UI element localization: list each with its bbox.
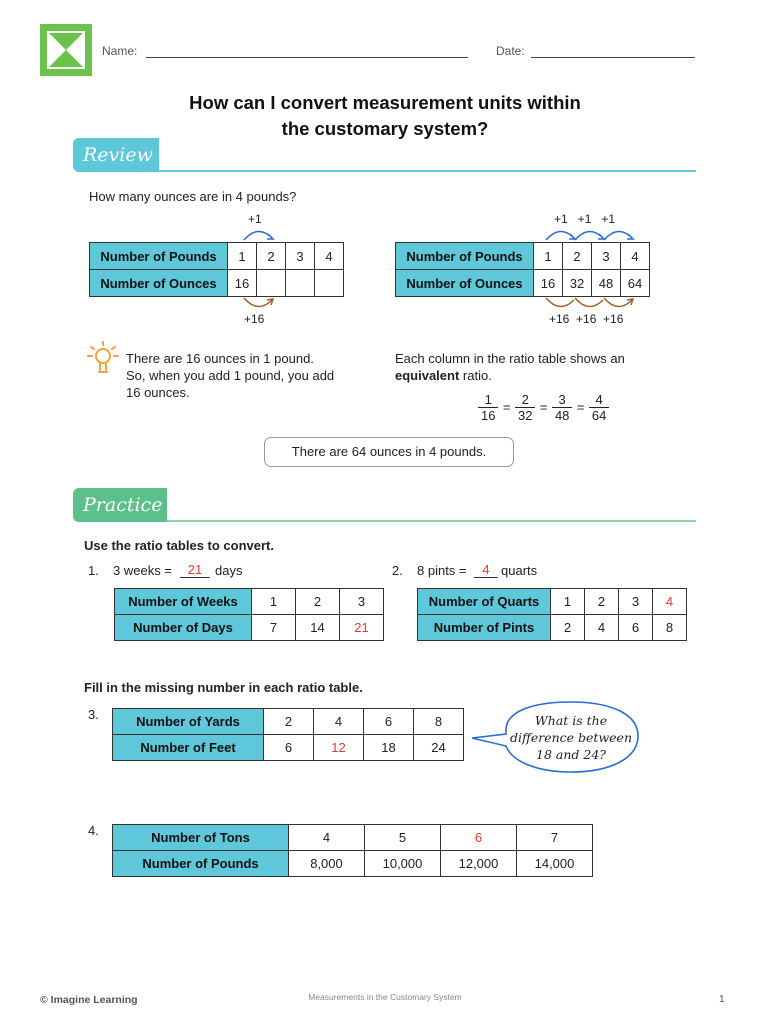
instruction-convert: Use the ratio tables to convert. (84, 538, 274, 553)
review-table-left (89, 242, 344, 297)
page-title (0, 90, 770, 142)
q2-table (417, 588, 687, 641)
tip-text (126, 350, 334, 401)
fraction (589, 392, 609, 423)
copyright: © Imagine Learning (40, 994, 138, 1006)
equals-sign: = (576, 399, 585, 415)
equivalent-text (395, 350, 625, 384)
table-header-cell: Number of Pounds (396, 243, 534, 270)
table-cell: 4 (585, 615, 619, 641)
right-bottom-arrow-labels: +16 +16 +16 (549, 312, 624, 326)
table-cell: 24 (414, 735, 464, 761)
right-top-arrows (540, 222, 650, 244)
equiv-rest: ratio. (459, 368, 492, 383)
table-cell: 3 (286, 243, 315, 270)
table-cell: 8 (653, 615, 687, 641)
table-cell: 6 (364, 709, 414, 735)
date-label: Date: (496, 44, 525, 58)
page-number: 1 (719, 994, 725, 1005)
q1-table (114, 588, 384, 641)
numerator: 1 (478, 392, 498, 408)
equiv-line: Each column in the ratio table shows an (395, 351, 625, 366)
table-cell: 2 (551, 615, 585, 641)
q2-suffix: quarts (501, 563, 538, 578)
table-cell: 14,000 (517, 851, 593, 877)
table-header-cell: Number of Tons (113, 825, 289, 851)
table-cell: 48 (592, 270, 621, 297)
right-top-arrow-labels: +1 +1 +1 (554, 212, 616, 226)
conclusion-box: There are 64 ounces in 4 pounds. (264, 437, 514, 467)
review-table-right (395, 242, 650, 297)
equals-sign: = (539, 399, 548, 415)
q1-number: 1. (88, 563, 99, 578)
table-header-cell: Number of Pounds (90, 243, 228, 270)
table-cell: 8 (414, 709, 464, 735)
instruction-fill: Fill in the missing number in each ratio table. (84, 680, 363, 695)
name-line[interactable] (146, 57, 468, 58)
table-cell: 8,000 (289, 851, 365, 877)
date-line[interactable] (531, 57, 695, 58)
left-top-arrow-label: +1 (248, 212, 262, 226)
fraction (552, 392, 572, 423)
table-cell (257, 270, 286, 297)
bubble-text (506, 712, 636, 763)
denominator: 32 (517, 408, 533, 423)
table-cell: 3 (340, 589, 384, 615)
fraction (478, 392, 498, 423)
fractions-row (478, 392, 609, 423)
answer-cell[interactable]: 6 (441, 825, 517, 851)
table-cell: 12,000 (441, 851, 517, 877)
answer-cell[interactable]: 12 (314, 735, 364, 761)
review-banner: Review (73, 138, 159, 172)
table-cell: 2 (563, 243, 592, 270)
q1-prefix: 3 weeks = (113, 563, 172, 578)
table-cell: 4 (315, 243, 344, 270)
name-label: Name: (102, 44, 138, 58)
table-cell: 7 (252, 615, 296, 641)
table-cell: 4 (289, 825, 365, 851)
q3-table (112, 708, 464, 761)
q1-answer[interactable]: 21 (180, 562, 210, 578)
answer-cell[interactable]: 4 (653, 589, 687, 615)
numerator: 3 (552, 392, 572, 408)
table-cell: 3 (619, 589, 653, 615)
q2-number: 2. (392, 563, 403, 578)
table-cell: 64 (621, 270, 650, 297)
table-cell: 18 (364, 735, 414, 761)
table-cell: 2 (296, 589, 340, 615)
table-cell: 6 (619, 615, 653, 641)
table-cell (286, 270, 315, 297)
numerator: 2 (515, 392, 535, 408)
tip-line: 16 ounces. (126, 385, 190, 400)
table-header-cell: Number of Weeks (115, 589, 252, 615)
table-cell: 10,000 (365, 851, 441, 877)
table-cell: 6 (264, 735, 314, 761)
q2-answer[interactable]: 4 (474, 562, 498, 578)
table-cell: 1 (534, 243, 563, 270)
equiv-bold: equivalent (395, 368, 460, 383)
table-cell: 32 (563, 270, 592, 297)
equals-sign: = (502, 399, 511, 415)
review-question: How many ounces are in 4 pounds? (89, 189, 297, 204)
numerator: 4 (589, 392, 609, 408)
logo (40, 24, 92, 76)
table-header-cell: Number of Feet (113, 735, 264, 761)
lightbulb-icon (86, 338, 120, 378)
review-rule (159, 170, 696, 172)
table-cell: 4 (314, 709, 364, 735)
q4-table (112, 824, 593, 877)
table-cell: 1 (228, 243, 257, 270)
bubble-line: difference between (509, 730, 632, 745)
table-cell: 2 (585, 589, 619, 615)
title-line-1: How can I convert measurement units within (189, 92, 581, 113)
q4-number: 4. (88, 823, 99, 838)
q1-suffix: days (215, 563, 243, 578)
table-cell: 2 (264, 709, 314, 735)
table-header-cell: Number of Pounds (113, 851, 289, 877)
table-cell: 1 (551, 589, 585, 615)
bubble-line: What is the (534, 713, 608, 728)
table-cell: 4 (621, 243, 650, 270)
tip-line: There are 16 ounces in 1 pound. (126, 351, 314, 366)
table-cell: 14 (296, 615, 340, 641)
q3-number: 3. (88, 707, 99, 722)
table-cell: 7 (517, 825, 593, 851)
practice-banner: Practice (73, 488, 167, 522)
table-cell: 16 (228, 270, 257, 297)
table-header-cell: Number of Pints (418, 615, 551, 641)
footer-title: Measurements in the Customary System (308, 992, 462, 1002)
bubble-line: 18 and 24? (536, 747, 606, 762)
table-cell: 16 (534, 270, 563, 297)
left-top-arrow (240, 224, 280, 244)
table-cell: 2 (257, 243, 286, 270)
table-header-cell: Number of Quarts (418, 589, 551, 615)
table-cell: 1 (252, 589, 296, 615)
tip-line: So, when you add 1 pound, you add (126, 368, 335, 383)
practice-rule (167, 520, 696, 522)
table-header-cell: Number of Days (115, 615, 252, 641)
denominator: 16 (481, 408, 496, 423)
table-header-cell: Number of Yards (113, 709, 264, 735)
title-line-2: the customary system? (281, 118, 489, 139)
q2-prefix: 8 pints = (417, 563, 467, 578)
table-cell (315, 270, 344, 297)
fraction (515, 392, 535, 423)
table-header-cell: Number of Ounces (396, 270, 534, 297)
table-cell: 5 (365, 825, 441, 851)
denominator: 64 (591, 408, 607, 423)
answer-cell[interactable]: 21 (340, 615, 384, 641)
table-header-cell: Number of Ounces (90, 270, 228, 297)
table-cell: 3 (592, 243, 621, 270)
denominator: 48 (554, 408, 570, 423)
left-bottom-arrow-label: +16 (244, 312, 265, 326)
